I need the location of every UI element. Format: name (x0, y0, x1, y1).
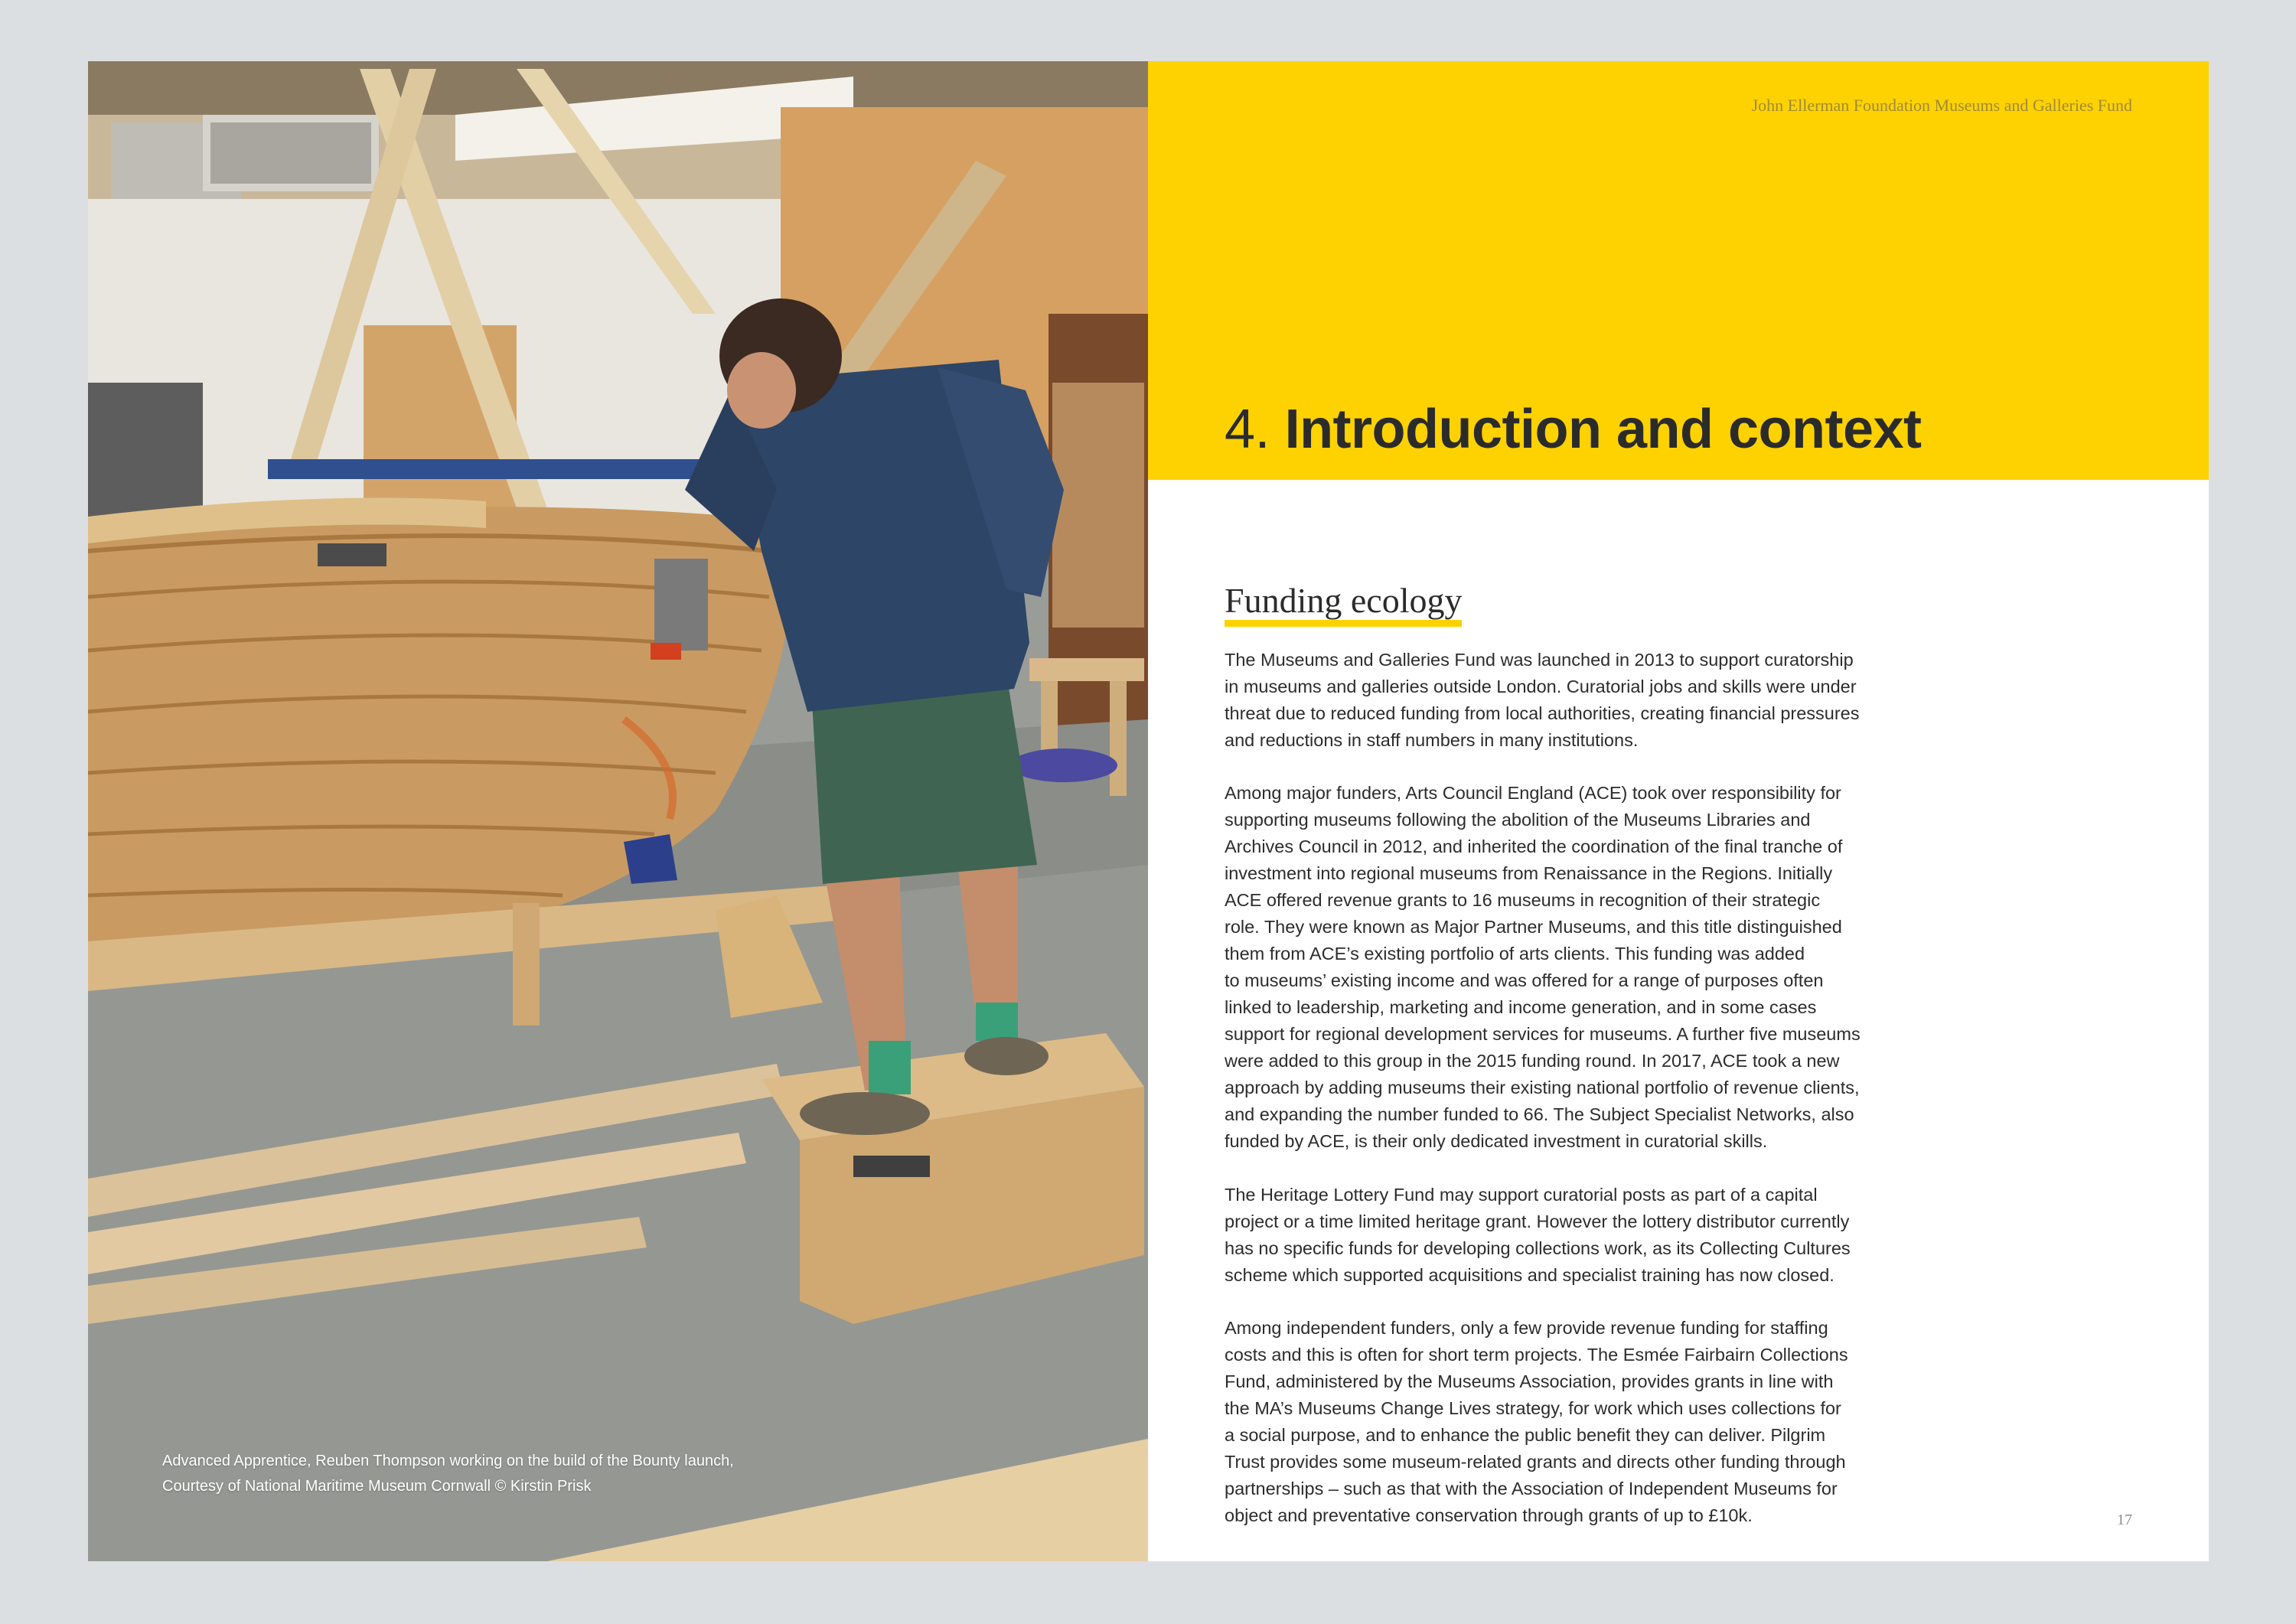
chapter-number: 4. (1225, 399, 1270, 460)
running-head: John Ellerman Foundation Museums and Galleries Fund (1751, 96, 2132, 115)
boatbuilding-photo (88, 61, 1148, 1561)
text-line: has no specific funds for developing collections work, as its Collecting Cultures (1225, 1238, 1851, 1258)
text-line: in museums and galleries outside London. Curatorial jobs and skills were under (1225, 677, 1857, 696)
text-line: investment into regional museums from Renaissance in the Regions. Initially (1225, 863, 1833, 883)
text-line: Fund, administered by the Museums Association, provides grants in line with (1225, 1371, 1834, 1391)
text-line: and reductions in staff numbers in many institutions. (1225, 730, 1639, 750)
photo-caption (162, 1449, 734, 1499)
section-heading: Funding ecology (1225, 582, 1462, 627)
text-line: partnerships – such as that with the Association of Independent Museums for (1225, 1479, 1838, 1498)
text-line: funded by ACE, is their only dedicated investment in curatorial skills. (1225, 1131, 1768, 1151)
caption-line-1: Advanced Apprentice, Reuben Thompson working on the build of the Bounty launch, (162, 1453, 734, 1469)
text-line: costs and this is often for short term projects. The Esmée Fairbairn Collections (1225, 1345, 1848, 1365)
text-line: Archives Council in 2012, and inherited the coordination of the final tranche of (1225, 836, 1843, 856)
caption-line-2: Courtesy of National Maritime Museum Cornwall © Kirstin Prisk (162, 1478, 592, 1495)
page-number: 17 (2117, 1511, 2132, 1528)
text-line: a social purpose, and to enhance the public benefit they can deliver. Pilgrim (1225, 1425, 1826, 1445)
workshop-illustration (88, 61, 1148, 1561)
paragraph-3 (1225, 1182, 1851, 1289)
paragraph-2 (1225, 780, 1861, 1155)
text-line: role. They were known as Major Partner Museums, and this title distinguished (1225, 917, 1842, 937)
text-line: supporting museums following the abolition of the Museums Libraries and (1225, 810, 1811, 830)
text-line: scheme which supported acquisitions and specialist training has now closed. (1225, 1265, 1835, 1285)
text-line: The Heritage Lottery Fund may support curatorial posts as part of a capital (1225, 1185, 1818, 1205)
page-spread (88, 61, 2209, 1561)
chapter-header-band (1148, 61, 2209, 480)
chapter-title-text: Introduction and context (1284, 399, 1922, 460)
text-line: them from ACE’s existing portfolio of arts clients. This funding was added (1225, 944, 1805, 964)
chapter-title (1225, 398, 1922, 461)
text-line: the MA’s Museums Change Lives strategy, for work which uses collections for (1225, 1398, 1841, 1418)
text-line: project or a time limited heritage grant. However the lottery distributor currently (1225, 1211, 1850, 1231)
text-line: Trust provides some museum-related grants and directs other funding through (1225, 1452, 1846, 1472)
text-line: threat due to reduced funding from local authorities, creating financial pressures (1225, 703, 1860, 723)
paragraph-1 (1225, 647, 1860, 754)
text-line: The Museums and Galleries Fund was launched in 2013 to support curatorship (1225, 650, 1854, 670)
paragraph-4 (1225, 1315, 1848, 1529)
text-line: Among major funders, Arts Council England (ACE) took over responsibility for (1225, 783, 1841, 803)
text-line: linked to leadership, marketing and income generation, and in some cases (1225, 997, 1817, 1017)
text-line: Among independent funders, only a few provide revenue funding for staffing (1225, 1318, 1828, 1338)
text-line: and expanding the number funded to 66. The Subject Specialist Networks, also (1225, 1104, 1854, 1124)
text-line: object and preventative conservation through grants of up to £10k. (1225, 1505, 1753, 1525)
text-line: support for regional development services for museums. A further five museums (1225, 1024, 1861, 1044)
text-line: were added to this group in the 2015 funding round. In 2017, ACE took a new (1225, 1051, 1840, 1071)
text-line: ACE offered revenue grants to 16 museums in recognition of their strategic (1225, 890, 1821, 910)
text-line: approach by adding museums their existing national portfolio of revenue clients, (1225, 1078, 1860, 1097)
text-line: to museums’ existing income and was offered for a range of purposes often (1225, 970, 1824, 990)
